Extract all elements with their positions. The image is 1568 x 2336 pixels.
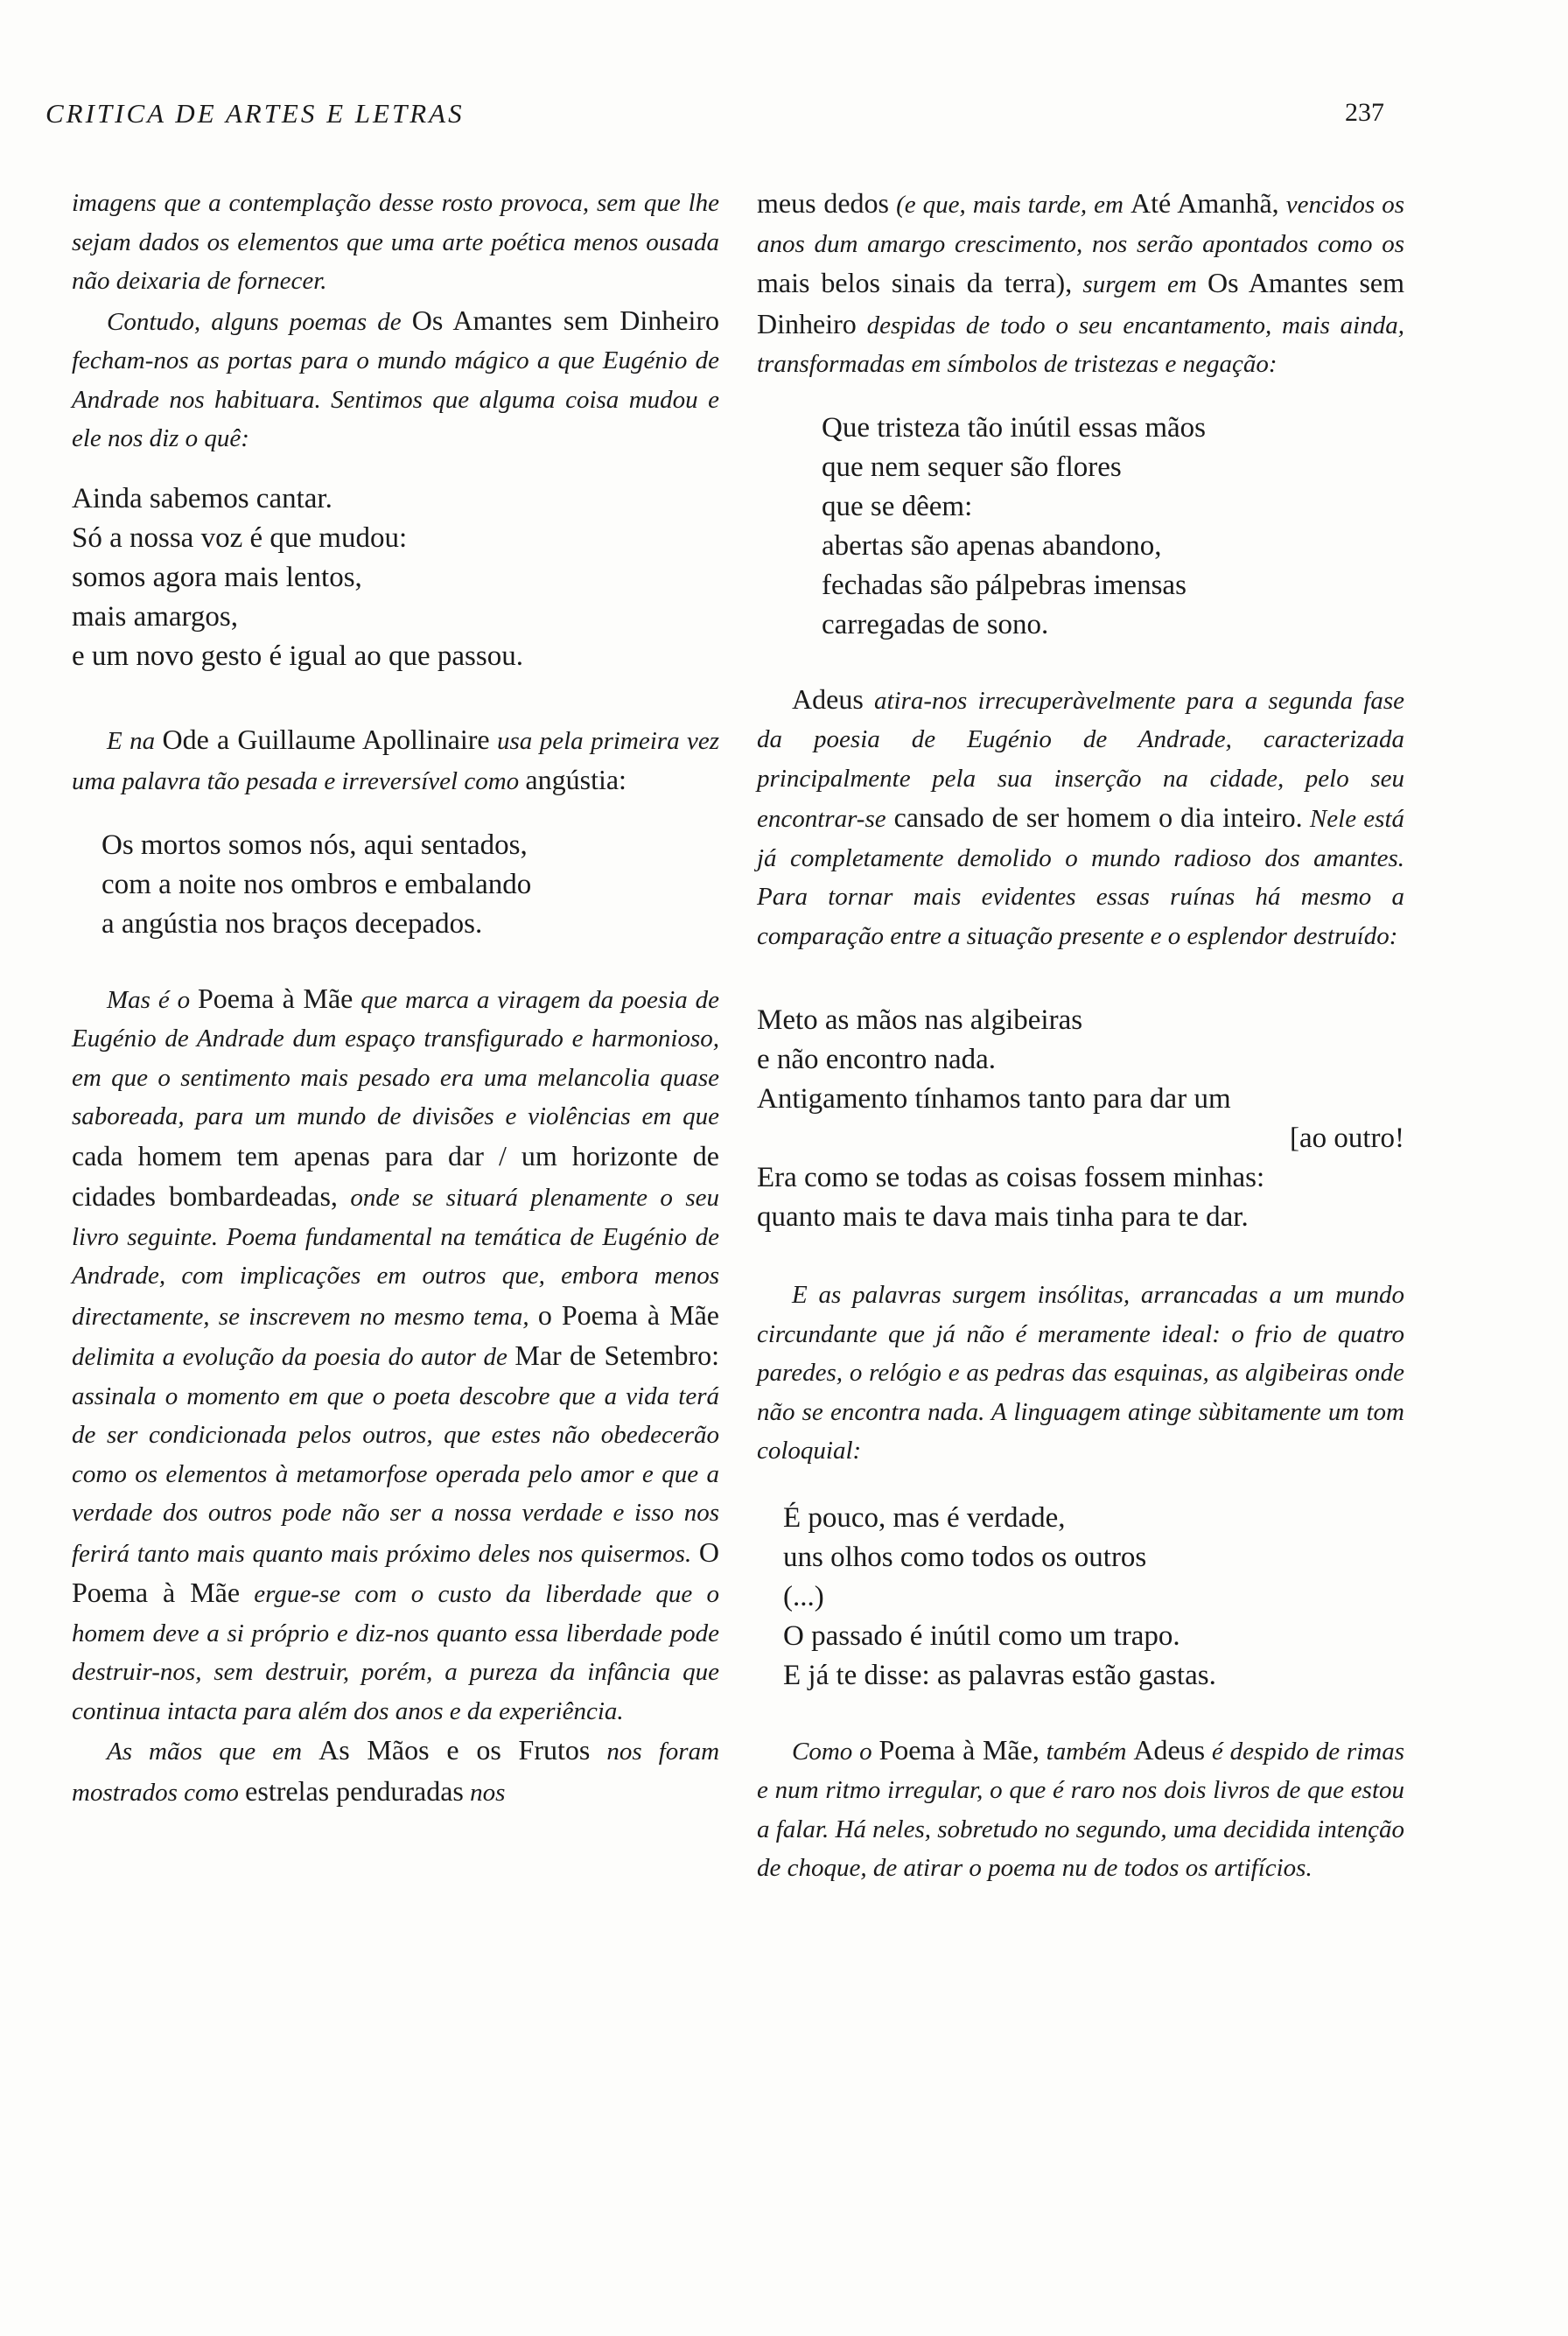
- verse-line: e não encontro nada.: [757, 1044, 997, 1075]
- italic-text-run: E as palavras surgem insólitas, arrancadas a um mundo circundante que já não é meramente ideal: o frio de quatro paredes, o relógio e as pedras das esquinas, as algibeiras onde não se encontra nada. A linguagem atinge sùbitamente um tom coloquial:: [757, 1281, 1404, 1465]
- roman-text-run: Adeus: [792, 682, 864, 715]
- italic-text-run: As mãos que em: [107, 1738, 319, 1766]
- italic-text-run: despidas de todo o seu encantamento, mais ainda, transformadas em símbolos de tristezas e negação:: [757, 311, 1404, 378]
- italic-text-run: Nele está já completamente demolido o mundo radioso dos amantes. Para tornar mais evidentes essas ruínas há mesmo a comparação entre a situação presente e o esplendor destruído:: [757, 805, 1405, 950]
- verse-quote: [822, 409, 1404, 645]
- paragraph: [757, 1276, 1404, 1471]
- verse-line: carregadas de sono.: [822, 608, 1049, 640]
- italic-text-run: Contudo, alguns poemas de: [107, 307, 412, 336]
- verse-line: Que tristeza tão inútil essas mãos: [822, 411, 1206, 444]
- verse-line: somos agora mais lentos,: [72, 561, 362, 593]
- roman-text-run: Os Amantes sem Dinheiro: [411, 304, 719, 336]
- paragraph: [72, 184, 719, 301]
- italic-text-run: assinala o momento em que o poeta descobre que a vida terá de ser condicionada pelos outros, que estes não obedecerão como os elementos à metamorfose operada pelo amor e que a verdade dos outros pode não ser a nossa verdade e isso nos ferirá tanto mais quanto mais próximo deles nos quisermos.: [72, 1381, 719, 1568]
- roman-text-run: cada homem tem apenas para dar / um horizonte de cidades bombardeadas,: [72, 1139, 719, 1212]
- roman-text-run: o Poema à Mãe: [537, 1298, 719, 1331]
- roman-text-run: Os Amantes sem Dinheiro: [757, 267, 1405, 339]
- verse-line: (...): [783, 1580, 824, 1612]
- verse-line: E já te disse: as palavras estão gastas.: [783, 1659, 1216, 1691]
- roman-text-run: Até Amanhã,: [1130, 187, 1279, 219]
- italic-text-run: (e que, mais tarde, em: [889, 191, 1130, 219]
- paragraph: [72, 1731, 719, 1812]
- roman-text-run: As Mãos e os Frutos: [318, 1734, 591, 1766]
- roman-text-run: mais belos sinais da terra),: [757, 267, 1073, 298]
- page-number: 237: [1345, 98, 1384, 127]
- italic-text-run: fecham-nos as portas para o mundo mágico a que Eugénio de Andrade nos habituara. Sentimos que alguma coisa mudou e ele nos diz o quê:: [72, 346, 719, 452]
- roman-text-run: Adeus: [1133, 1733, 1206, 1766]
- verse-line: Meto as mãos nas algibeiras: [757, 1004, 1083, 1036]
- paragraph: [757, 680, 1404, 956]
- verse-quote: [102, 826, 719, 944]
- verse-line: com a noite nos ombros e embalando: [102, 868, 532, 900]
- verse-line: uns olhos como todos os outros: [783, 1541, 1147, 1573]
- roman-text-run: Ode a Guillaume Apollinaire: [162, 723, 490, 755]
- italic-text-run: ergue-se com o custo da liberdade que o homem deve a si próprio e diz-nos quanto essa liberdade pode destruir-nos, sem destruir, porém, a pureza da infância que continua intacta para além dos anos e da experiência.: [72, 1580, 719, 1725]
- paragraph: [72, 720, 719, 801]
- roman-text-run: Mar de Setembro:: [514, 1339, 719, 1371]
- verse-line: que nem sequer são flores: [822, 451, 1122, 483]
- italic-text-run: nos foram mostrados como: [72, 1738, 720, 1807]
- italic-text-run: atira-nos irrecuperàvelmente para a segunda fase da poesia de Eugénio de Andrade, caracterizada principalmente pela sua inserção na cidade, pelo seu: [757, 686, 1404, 793]
- roman-text-run: estrelas penduradas: [245, 1774, 464, 1807]
- verse-line: e um novo gesto é igual ao que passou.: [72, 640, 523, 672]
- italic-text-run: Mas é o: [107, 985, 198, 1014]
- italic-text-run: nos: [463, 1778, 506, 1807]
- verse-line: Só a nossa voz é que mudou:: [72, 521, 408, 554]
- right-column: [757, 184, 1404, 1888]
- verse-line: É pouco, mas é verdade,: [783, 1501, 1066, 1534]
- left-column: [72, 184, 719, 1812]
- verse-line: Os mortos somos nós, aqui sentados,: [102, 829, 528, 861]
- verse-line: Ainda sabemos cantar.: [72, 482, 332, 514]
- paragraph: [72, 301, 719, 458]
- verse-line: fechadas são pálpebras imensas: [822, 569, 1186, 601]
- verse-line: quanto mais te dava mais tinha para te dar.: [757, 1201, 1249, 1233]
- verse-line: Era como se todas as coisas fossem minhas:: [757, 1162, 1265, 1193]
- italic-text-run: também: [1039, 1737, 1134, 1766]
- italic-text-run: imagens que a contemplação desse rosto provoca, sem que lhe sejam dados os elementos que uma arte poética menos ousada não deixaria de fornecer.: [72, 189, 719, 295]
- verse-line: abertas são apenas abandono,: [822, 529, 1162, 562]
- roman-text-run: O Poema à Mãe: [72, 1535, 719, 1608]
- verse-quote: [783, 1499, 1404, 1696]
- italic-text-run: onde se situará plenamente o seu livro seguinte. Poema fundamental na temática de Eugénio de Andrade, com implicações em outros que, embora menos directamente, se inscrevem no mesmo tema,: [72, 1184, 719, 1331]
- italic-text-run: encontrar-se: [757, 805, 886, 833]
- italic-text-run: que marca a viragem da poesia de Eugénio de Andrade dum espaço transfigurado e harmonioso, em que o sentimento mais pesado era uma melancolia quase saboreada, para um mundo de divisões e violências em que: [72, 985, 719, 1130]
- roman-text-run: angústia:: [525, 764, 626, 795]
- paragraph: [757, 1731, 1404, 1888]
- roman-text-run: Poema à Mãe,: [878, 1733, 1040, 1766]
- italic-text-run: é despido de rimas e num ritmo irregular, o que é raro nos dois livros de que estou a falar. Há neles, sobretudo no segundo, uma decidida intenção de choque, de atirar o poema nu de todos os artifícios.: [757, 1737, 1404, 1882]
- verse-quote: [72, 479, 719, 676]
- running-header: [46, 98, 1384, 133]
- italic-text-run: E na: [107, 726, 163, 755]
- roman-text-run: meus dedos: [757, 187, 890, 219]
- italic-text-run: surgem em: [1072, 270, 1208, 298]
- verse-line: Antigamento tínhamos tanto para dar um: [757, 1083, 1231, 1115]
- italic-text-run: Como o: [792, 1737, 879, 1766]
- verse-line: mais amargos,: [72, 600, 239, 633]
- verse-line: [ao outro!: [1289, 1123, 1404, 1154]
- italic-text-run: delimita a evolução da poesia do autor de: [72, 1343, 515, 1371]
- paragraph: [72, 979, 719, 1731]
- verse-quote: [757, 1001, 1404, 1237]
- verse-line: que se dêem:: [822, 490, 973, 522]
- roman-text-run: Poema à Mãe: [197, 982, 354, 1014]
- roman-text-run: cansado de ser homem o dia inteiro.: [886, 801, 1303, 833]
- italic-text-run: vencidos os anos dum amargo crescimento, nos serão apontados como os: [757, 191, 1405, 258]
- running-title: CRITICA DE ARTES E LETRAS: [46, 98, 465, 129]
- verse-line: a angústia nos braços decepados.: [102, 907, 483, 940]
- italic-text-run: usa pela primeira vez uma palavra tão pesada e irreversível como: [72, 726, 720, 795]
- verse-line: O passado é inútil como um trapo.: [783, 1619, 1180, 1652]
- paragraph: [757, 184, 1404, 384]
